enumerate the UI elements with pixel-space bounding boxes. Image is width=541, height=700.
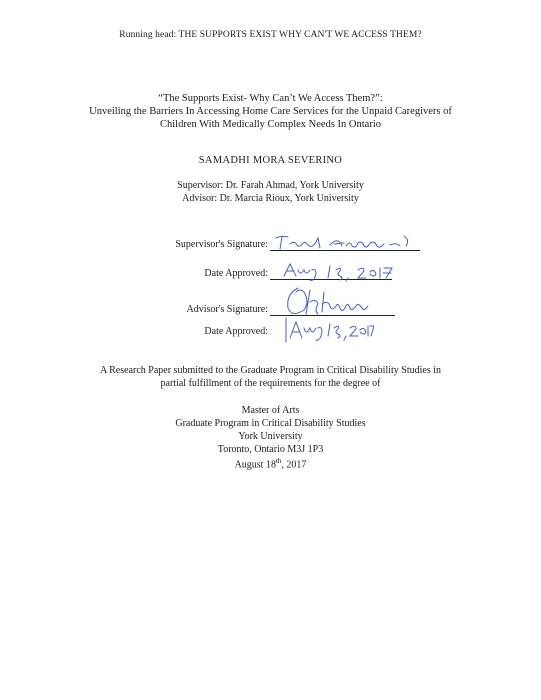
degree-name: Master of Arts bbox=[241, 405, 300, 416]
submission-date-ordinal: th bbox=[275, 457, 282, 465]
submission-date bbox=[0, 457, 541, 470]
date-approved-row-2 bbox=[0, 319, 268, 339]
date-approved-label-2: Date Approved: bbox=[204, 326, 268, 337]
degree-location: Toronto, Ontario M3J 1P3 bbox=[217, 444, 324, 455]
supervisor-signature-row bbox=[0, 232, 268, 252]
supervisor-signature-label: Supervisor's Signature: bbox=[175, 239, 268, 250]
advisor-signature-image bbox=[282, 284, 382, 320]
running-head: Running head: THE SUPPORTS EXIST WHY CAN'T WE ACCESS THEM? bbox=[119, 30, 422, 40]
advisor-signature-row bbox=[0, 297, 268, 317]
title-line-2: Unveiling the Barriers In Accessing Home Care Services for the Unpaid Caregivers of bbox=[89, 106, 452, 117]
submission-date-year: , 2017 bbox=[281, 459, 307, 471]
supervisor-signature-image bbox=[272, 232, 422, 254]
submission-date-day: August 18 bbox=[234, 459, 276, 471]
advisor-line: Advisor: Dr. Marcia Rioux, York University bbox=[182, 193, 359, 204]
submission-line-1: A Research Paper submitted to the Graduate Program in Critical Disability Studies in bbox=[99, 365, 442, 376]
advisor-signature-label: Advisor's Signature: bbox=[186, 304, 268, 315]
title-line-1: “The Supports Exist- Why Can’t We Access Them?”: bbox=[158, 93, 383, 104]
supervisor-line: Supervisor: Dr. Farah Ahmad, York University bbox=[177, 180, 364, 191]
author-name: SAMADHI MORA SEVERINO bbox=[198, 155, 343, 166]
date-approved-label-1: Date Approved: bbox=[204, 268, 268, 279]
date-approved-row-1 bbox=[0, 261, 268, 281]
date-approved-handwriting-2 bbox=[282, 316, 374, 344]
title-line-3: Children With Medically Complex Needs In Ontario bbox=[159, 119, 381, 130]
degree-university: York University bbox=[238, 431, 303, 442]
degree-program: Graduate Program in Critical Disability Studies bbox=[175, 418, 366, 429]
submission-line-2: partial fulfillment of the requirements for the degree of bbox=[160, 378, 381, 389]
date-approved-handwriting-1 bbox=[280, 260, 395, 282]
